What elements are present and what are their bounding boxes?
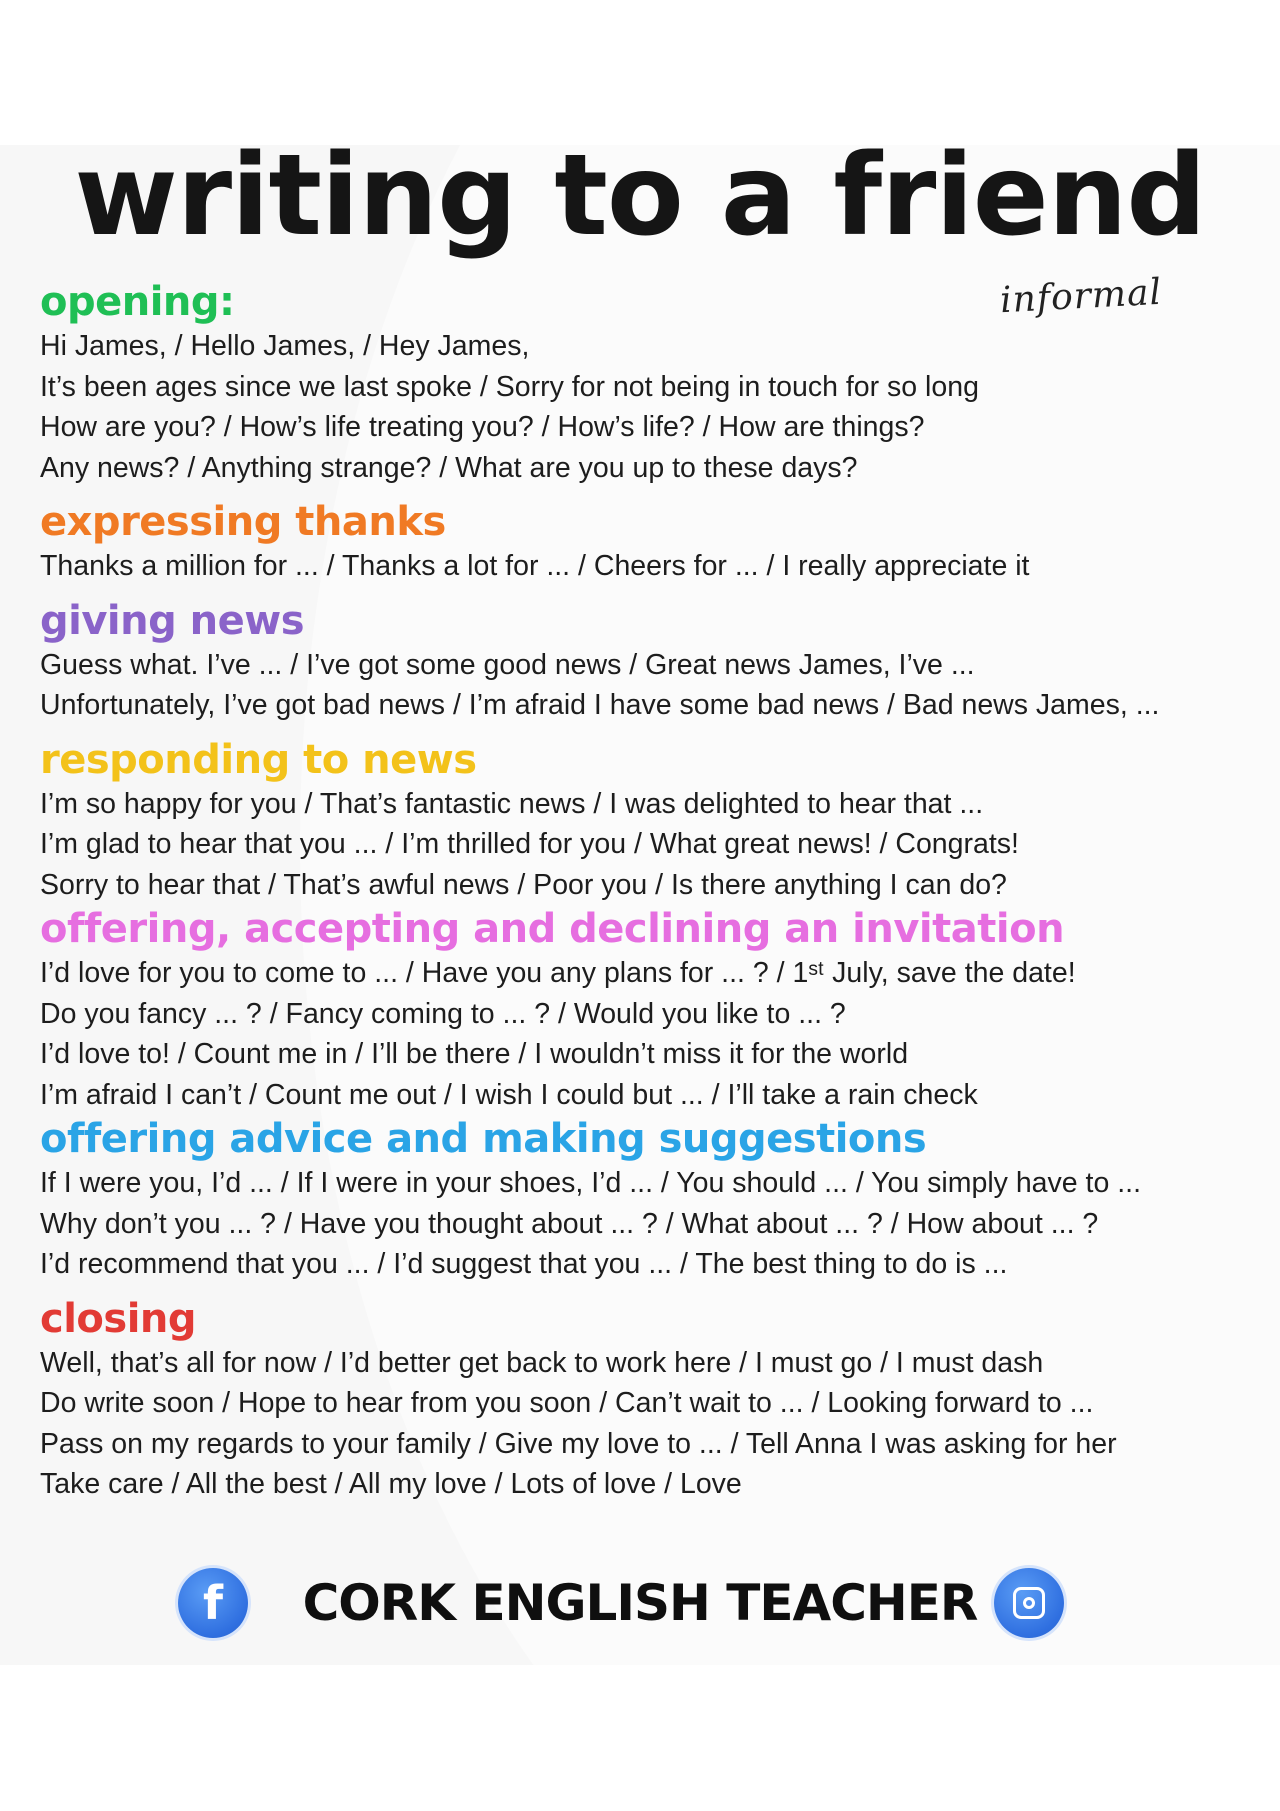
phrase-line: Do you fancy ... ? / Fancy coming to ... ? / Would you like to ... ? [40,997,846,1030]
section-expressing-thanks [40,498,1265,587]
phrase-list [40,278,1265,1505]
phrase-line: Why don’t you ... ? / Have you thought about ... ? / What about ... ? / How about ... ? [40,1207,1099,1240]
facebook-f-glyph: f [202,1576,223,1630]
phrase-line: Sorry to hear that / That’s awful news / Poor you / Is there anything I can do? [40,868,1007,901]
phrase-line: I’d love to! / Count me in / I’ll be there / I wouldn’t miss it for the world [40,1038,909,1070]
phrase-line: I’d love for you to come to ... / Have you any plans for ... ? / 1ˢᵗ July, save the date! [40,957,1076,989]
section-heading: giving news [40,597,305,644]
phrase-line: It’s been ages since we last spoke / Sorry for not being in touch for so long [40,370,979,403]
phrase-line: If I were you, I’d ... / If I were in your shoes, I’d ... / You should ... / You simply have to ... [40,1167,1141,1199]
brand-name: CORK ENGLISH TEACHER [302,1574,978,1632]
section-heading: opening: [40,279,235,325]
section-heading: offering, accepting and declining an invitation [40,906,1065,952]
phrase-line: How are you? / How’s life treating you? / How’s life? / How are things? [40,411,925,443]
phrase-line: Any news? / Anything strange? / What are you up to these days? [40,451,858,484]
section-closing [40,1295,1265,1505]
phrase-line: I’m so happy for you / That’s fantastic news / I was delighted to hear that ... [40,787,984,820]
section-invitation [40,905,1265,1115]
section-giving-news [40,597,1265,726]
phrase-line: Hi James, / Hello James, / Hey James, [40,330,530,362]
section-heading: expressing thanks [40,499,446,545]
footer [0,1568,1280,1638]
instagram-camera-glyph [1013,1587,1045,1619]
phrase-line: Take care / All the best / All my love / Lots of love / Love [40,1468,742,1500]
phrase-line: Guess what. I’ve ... / I’ve got some good news / Great news James, I’ve ... [40,648,975,681]
section-heading: offering advice and making suggestions [40,1116,927,1162]
section-responding-to-news [40,736,1265,906]
phrase-line: I’d recommend that you ... / I’d suggest that you ... / The best thing to do is ... [40,1248,1008,1280]
subtitle-informal: informal [999,271,1163,322]
phrase-line: I’m glad to hear that you ... / I’m thrilled for you / What great news! / Congrats! [40,828,1019,860]
section-heading: closing [40,1295,197,1342]
page-title: writing to a friend [74,131,1206,261]
phrase-line: Unfortunately, I’ve got bad news / I’m afraid I have some bad news / Bad news James, ... [40,689,1160,721]
section-heading: responding to news [40,736,477,783]
phrase-line: I’m afraid I can’t / Count me out / I wish I could but ... / I’ll take a rain check [40,1078,978,1111]
phrase-line: Do write soon / Hope to hear from you soon / Can’t wait to ... / Looking forward to ... [40,1387,1094,1419]
instagram-icon[interactable] [994,1568,1064,1638]
phrase-line: Thanks a million for ... / Thanks a lot for ... / Cheers for ... / I really appreciate it [40,550,1030,582]
section-advice [40,1115,1265,1285]
phrase-line: Well, that’s all for now / I’d better get back to work here / I must go / I must dash [40,1346,1044,1379]
phrase-line: Pass on my regards to your family / Give my love to ... / Tell Anna I was asking for her [40,1427,1117,1460]
section-opening [40,278,1265,488]
